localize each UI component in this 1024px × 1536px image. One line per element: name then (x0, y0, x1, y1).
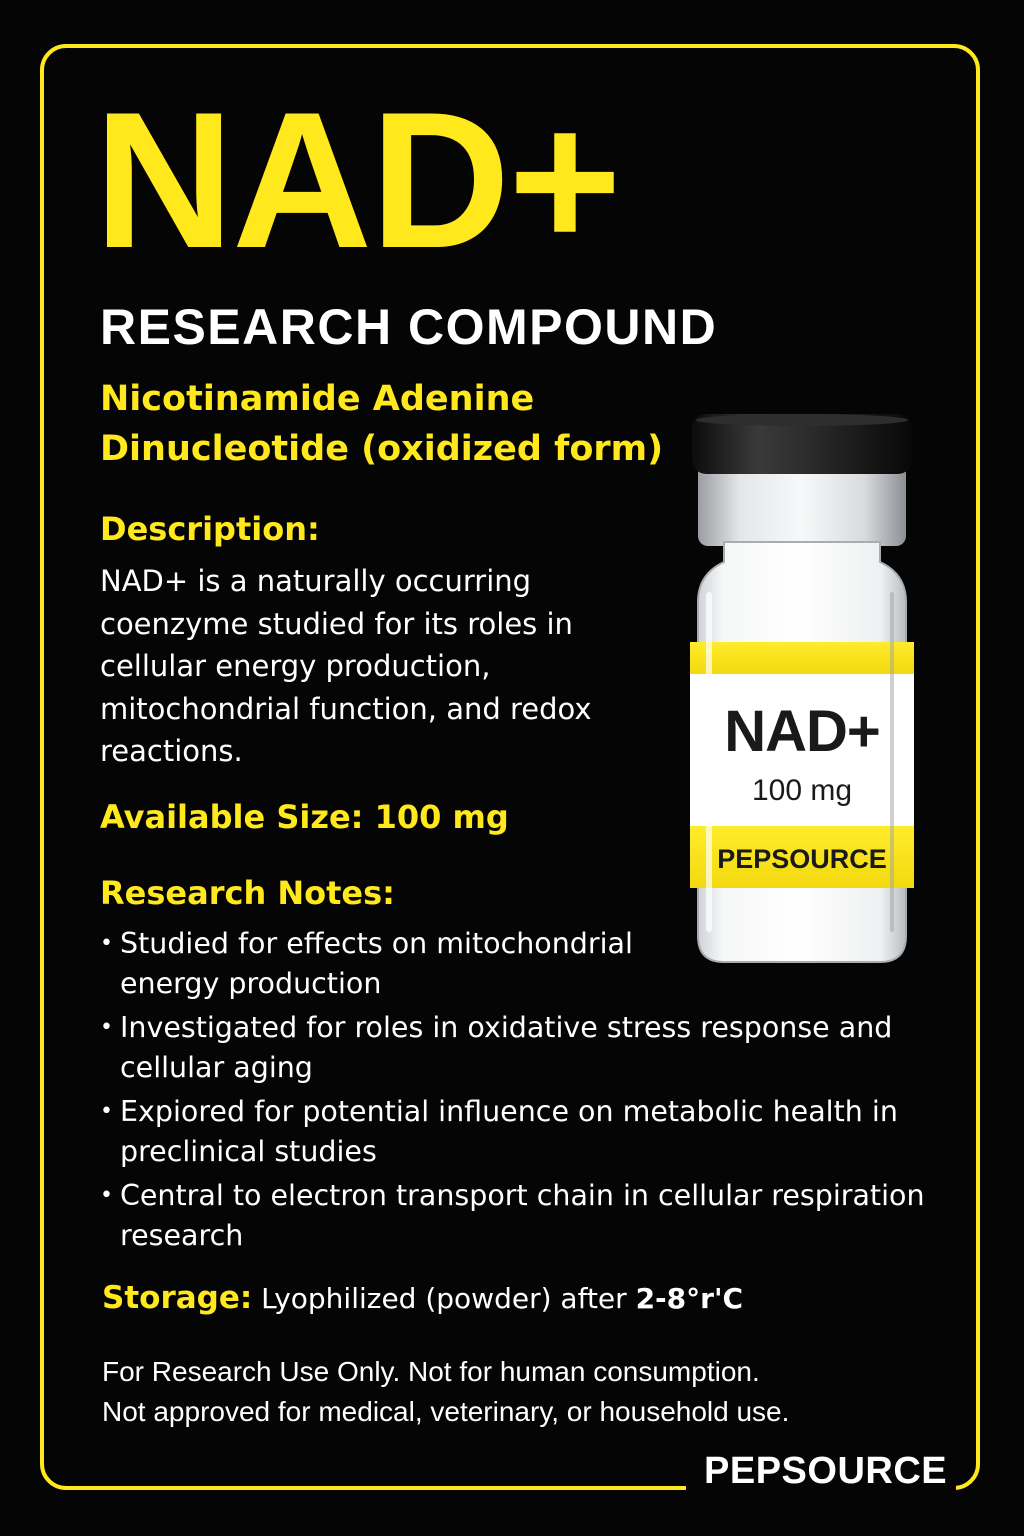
disclaimer-line-2: Not approved for medical, veterinary, or household use. (102, 1396, 790, 1427)
footer-brand: PEPSOURCE (704, 1450, 948, 1492)
research-note-text: Investigated for roles in oxidative stress response and cellular aging (120, 1011, 893, 1084)
disclaimer (102, 1352, 789, 1432)
vial-crimp (698, 462, 906, 546)
research-note-item (100, 1008, 950, 1088)
description-text: NAD+ is a naturally occurring coenzyme studied for its roles in cellular energy production, mitochondrial function, and redox reactions. (100, 564, 592, 768)
vial-image (684, 412, 920, 974)
vial-label-dose: 100 mg (751, 774, 853, 807)
research-note-text: Central to electron transport chain in cellular respiration research (120, 1179, 925, 1252)
product-subtitle: RESEARCH COMPOUND (100, 299, 718, 355)
research-note-text: Studied for effects on mitochondrial energy production (120, 927, 633, 1000)
research-note-text: Expiored for potential influence on metabolic health in preclinical studies (120, 1095, 898, 1168)
full-name-line-2: Dinucleotide (oxidized form) (100, 429, 664, 469)
product-title: NAD+ (94, 72, 620, 289)
research-notes-heading: Research Notes: (100, 874, 395, 912)
storage-temperature: 2-8°r'C (635, 1282, 744, 1315)
research-note-item (100, 1092, 950, 1172)
disclaimer-line-1: For Research Use Only. Not for human consumption. (102, 1356, 760, 1387)
description-heading: Description: (100, 510, 320, 548)
bullet-icon: • (100, 1099, 113, 1124)
bullet-icon: • (100, 931, 113, 956)
research-notes-list (100, 924, 950, 1260)
vial-label-name: NAD+ (724, 699, 880, 764)
bullet-icon: • (100, 1183, 113, 1208)
vial-label-top-band (690, 642, 914, 674)
research-note-item (100, 1176, 950, 1256)
bullet-icon: • (100, 1015, 113, 1040)
storage-label: Storage: (102, 1280, 253, 1316)
vial-illustration (684, 412, 920, 974)
vial-label-brand: PEPSOURCE (717, 844, 887, 874)
storage-info (102, 1280, 743, 1316)
full-name-line-1: Nicotinamide Adenine (100, 379, 535, 419)
available-size: Available Size: 100 mg (100, 798, 509, 836)
research-note-item (100, 924, 680, 1004)
storage-text: Lyophilized (powder) after (252, 1282, 636, 1315)
full-chemical-name (100, 374, 700, 474)
